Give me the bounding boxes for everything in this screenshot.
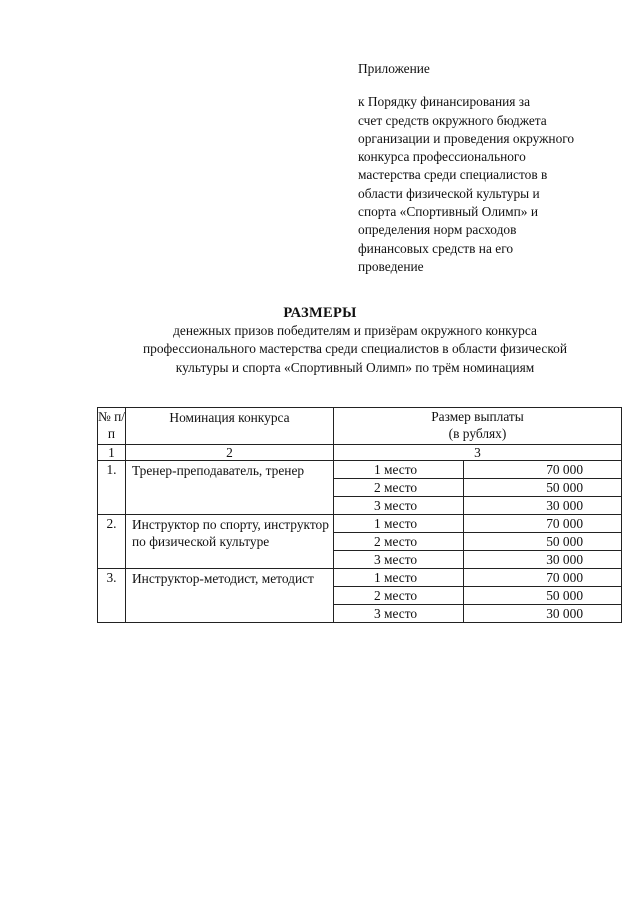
place-cell: 1 место [334, 515, 464, 533]
appendix-block [358, 60, 618, 276]
place-cell: 1 место [334, 461, 464, 479]
header-payout: Размер выплаты (в рублях) [334, 408, 622, 445]
document-title: РАЗМЕРЫ [283, 305, 357, 321]
prizes-table [97, 407, 622, 623]
table-row [98, 461, 622, 479]
amount-cell: 50 000 [464, 479, 622, 497]
document-subtitle: денежных призов победителям и призёрам окружного конкурса профессионального мастерства среди специалистов в области физической культуры и спорта «Спортивный Олимп» по трём номинациям [142, 323, 568, 375]
place-cell: 3 место [334, 497, 464, 515]
row-number: 1. [98, 461, 126, 515]
nomination-cell: Инструктор по спорту, инструктор по физической культуре [126, 515, 334, 569]
index-cell: 1 [98, 445, 126, 461]
amount-cell: 30 000 [464, 605, 622, 623]
row-number: 2. [98, 515, 126, 569]
place-cell: 2 место [334, 479, 464, 497]
appendix-heading: Приложение [358, 61, 430, 76]
amount-cell: 70 000 [464, 461, 622, 479]
place-cell: 3 место [334, 605, 464, 623]
index-cell: 3 [334, 445, 622, 461]
amount-cell: 50 000 [464, 587, 622, 605]
table-row [98, 515, 622, 533]
amount-cell: 30 000 [464, 497, 622, 515]
table-row [98, 569, 622, 587]
nomination-cell: Тренер-преподаватель, тренер [126, 461, 334, 515]
header-nomination: Номинация конкурса [126, 408, 334, 445]
table-index-row [98, 445, 622, 461]
amount-cell: 30 000 [464, 551, 622, 569]
place-cell: 3 место [334, 551, 464, 569]
appendix-body: к Порядку финансирования за счет средств окружного бюджета организации и проведения окружного конкурса профессионального мастерства среди специалистов в области физической культуры и спорта «Спортивный Олимп» и определения норм расходов финансовых средств на его проведение [358, 94, 575, 274]
place-cell: 1 место [334, 569, 464, 587]
amount-cell: 70 000 [464, 569, 622, 587]
row-number: 3. [98, 569, 126, 623]
amount-cell: 70 000 [464, 515, 622, 533]
index-cell: 2 [126, 445, 334, 461]
place-cell: 2 место [334, 533, 464, 551]
place-cell: 2 место [334, 587, 464, 605]
nomination-cell: Инструктор-методист, методист [126, 569, 334, 623]
table-header-row [98, 408, 622, 445]
amount-cell: 50 000 [464, 533, 622, 551]
header-number: № п/п [98, 408, 126, 445]
